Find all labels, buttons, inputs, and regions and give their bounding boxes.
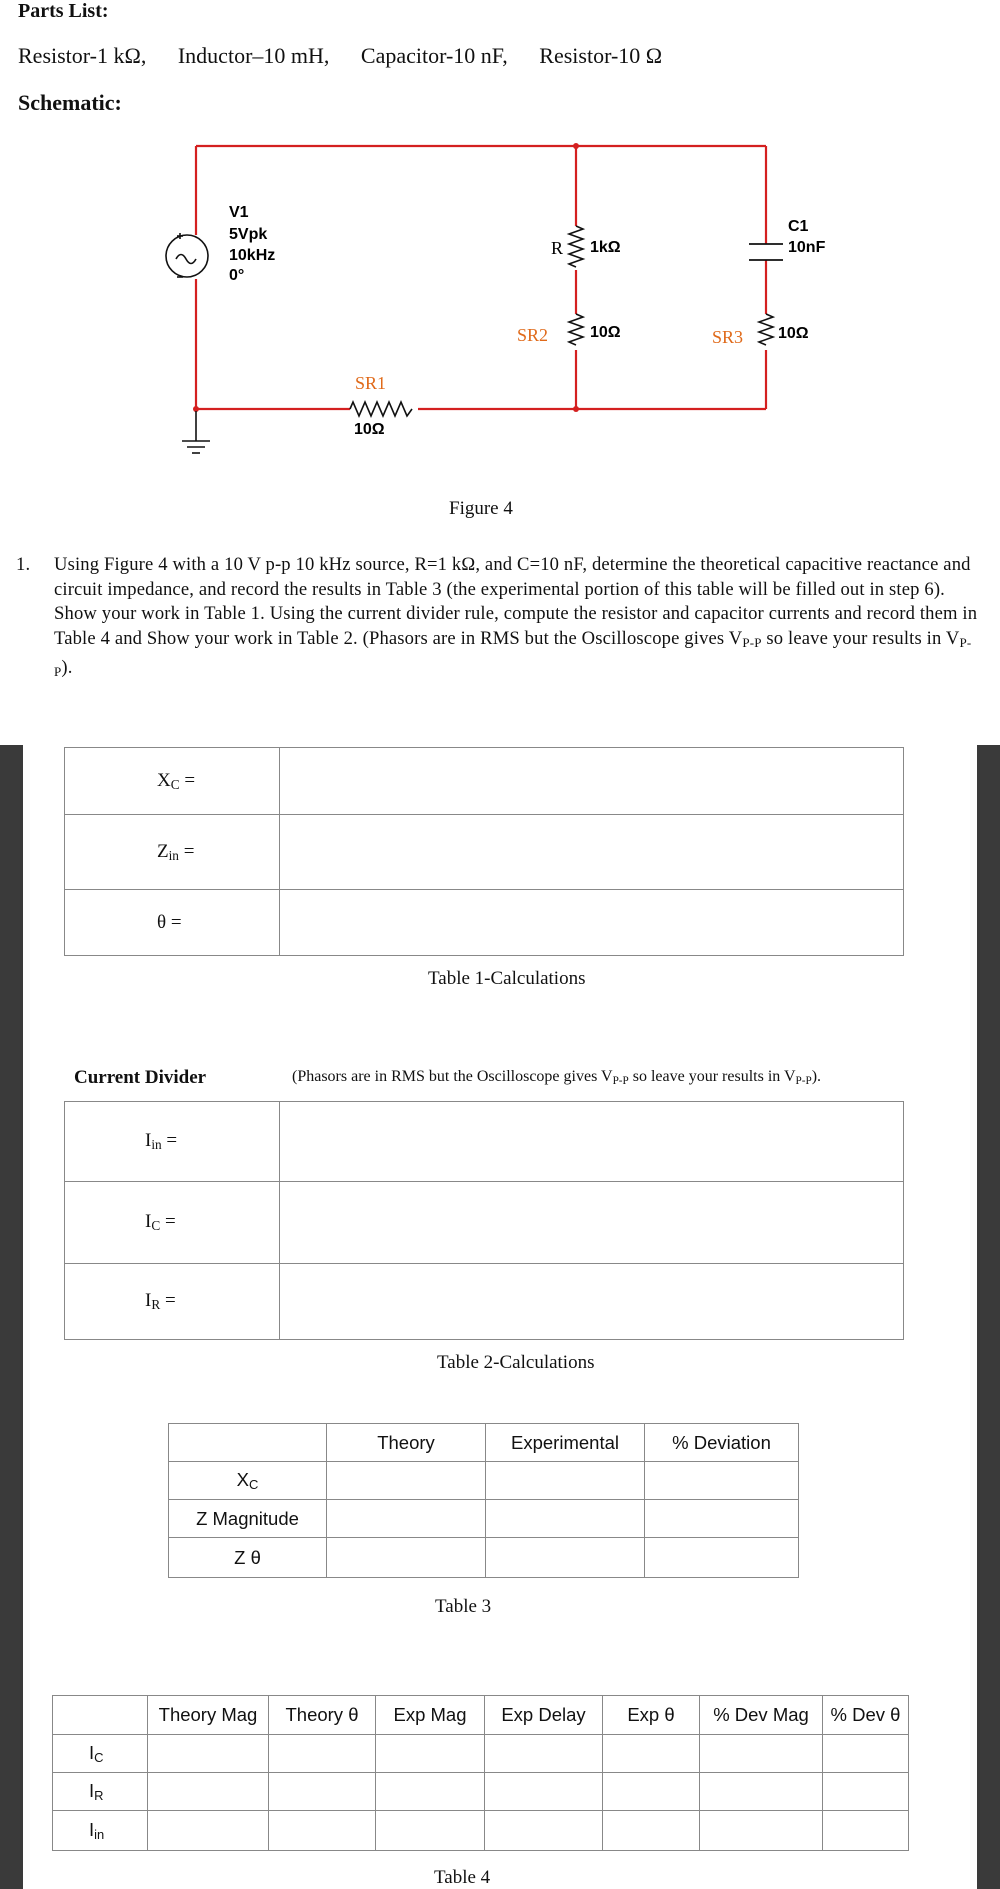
answer-cell-theta[interactable] [280, 890, 904, 956]
cell[interactable] [823, 1773, 909, 1811]
part-item: Resistor-10 Ω [539, 43, 663, 68]
row-label-ic: $I_C$ [53, 1735, 148, 1773]
cell[interactable] [148, 1773, 269, 1811]
schematic-title: Schematic: [18, 90, 122, 115]
table-1-caption: Table 1-Calculations [428, 968, 586, 989]
answer-cell-ir[interactable] [280, 1264, 904, 1340]
question-number: 1. [16, 554, 31, 575]
table-4-caption: Table 4 [434, 1867, 491, 1888]
left-dark-bar [0, 745, 23, 1889]
table-row [53, 1811, 909, 1851]
current-divider-title: Current Divider [74, 1067, 207, 1088]
part-item: Inductor–10 mH, [177, 43, 330, 68]
row-label-ir: $I_R$ [53, 1773, 148, 1811]
table-header-row [53, 1696, 909, 1735]
cell[interactable] [269, 1773, 376, 1811]
label-ir: $I_R$ = [65, 1264, 280, 1340]
answer-cell-iin[interactable] [280, 1102, 904, 1182]
header-deviation: % Deviation [645, 1424, 799, 1462]
cell[interactable] [603, 1773, 700, 1811]
resistor-sr2-symbol [569, 314, 583, 345]
cell[interactable] [485, 1735, 603, 1773]
cell[interactable] [376, 1735, 485, 1773]
row-label-iin: $I_{in}$ [53, 1811, 148, 1851]
resistor-sr2-value: 10Ω [590, 324, 621, 341]
table-1-calculations [64, 747, 904, 956]
cell[interactable] [327, 1500, 486, 1538]
cell[interactable] [486, 1538, 645, 1578]
part-item: Capacitor-10 nF, [360, 43, 508, 68]
table-header-row [169, 1424, 799, 1462]
header-theory: Theory [327, 1424, 486, 1462]
circuit-schematic [0, 0, 1000, 480]
row-label-z-magnitude: Z Magnitude [169, 1500, 327, 1538]
label-iin: $I_{in}$ = [65, 1102, 280, 1182]
cell[interactable] [645, 1462, 799, 1500]
question-1 [10, 553, 985, 685]
cell[interactable] [327, 1538, 486, 1578]
table-row [65, 748, 904, 815]
parts-list-title: Parts List: [18, 0, 109, 22]
table-row [169, 1538, 799, 1578]
part-item: Resistor-1 kΩ, [18, 43, 147, 68]
resistor-sr2-ref: SR2 [517, 325, 549, 345]
table-row [65, 890, 904, 956]
label-ic: $I_C$ = [65, 1182, 280, 1264]
cell[interactable] [645, 1538, 799, 1578]
table-row [65, 1102, 904, 1182]
resistor-sr1-ref: SR1 [355, 373, 387, 393]
table-3 [168, 1423, 799, 1578]
source-amplitude: 5Vpk [229, 226, 268, 243]
current-divider-note: (Phasors are in RMS but the Oscilloscope gives $V_{P-P}$ so leave your results in $V_{P-P}$). [292, 1068, 822, 1087]
answer-cell-xc[interactable] [280, 748, 904, 815]
resistor-sr1-value: 10Ω [354, 421, 385, 438]
table-3-caption: Table 3 [435, 1596, 492, 1617]
table-row [65, 1264, 904, 1340]
header-dev-theta: % Dev θ [823, 1696, 909, 1735]
cell[interactable] [486, 1462, 645, 1500]
cell[interactable] [148, 1811, 269, 1851]
table-4 [52, 1695, 909, 1851]
resistor-r-ref: R [551, 238, 564, 258]
cell[interactable] [148, 1735, 269, 1773]
row-label-z-theta: Z θ [169, 1538, 327, 1578]
label-theta: θ = [65, 890, 280, 956]
source-label: V1 [229, 204, 249, 221]
label-xc: $X_C$ = [65, 748, 280, 815]
table-2-caption: Table 2-Calculations [437, 1352, 595, 1373]
header-theory-mag: Theory Mag [148, 1696, 269, 1735]
cell[interactable] [603, 1735, 700, 1773]
capacitor-c1-value: 10nF [788, 239, 826, 256]
cell[interactable] [486, 1500, 645, 1538]
cell[interactable] [327, 1462, 486, 1500]
resistor-sr3-symbol [759, 314, 773, 345]
ground-symbol [182, 411, 210, 453]
table-row [169, 1500, 799, 1538]
capacitor-c1-symbol [749, 244, 783, 260]
resistor-r-symbol [569, 226, 583, 267]
capacitor-c1-ref: C1 [788, 218, 809, 235]
cell[interactable] [700, 1735, 823, 1773]
resistor-sr3-value: 10Ω [778, 325, 809, 342]
header-exp-mag: Exp Mag [376, 1696, 485, 1735]
row-label-xc: $X_C$ [169, 1462, 327, 1500]
source-phase: 0° [229, 267, 245, 284]
resistor-sr1-symbol [350, 402, 412, 416]
ac-source-symbol [166, 233, 208, 277]
cell[interactable] [823, 1735, 909, 1773]
junction-dot [573, 406, 579, 412]
table-row [65, 815, 904, 890]
cell[interactable] [823, 1811, 909, 1851]
table-row [169, 1462, 799, 1500]
cell[interactable] [700, 1773, 823, 1811]
question-text: Using Figure 4 with a 10 V p-p 10 kHz source, R=1 kΩ, and C=10 nF, determine the theoretical capacitive reactance and circuit impedance, and record the results in Table 3 (the experimental portion of this table will be filled out in step 6). Show your work in Table 1. Using the current divider rule, compute the resistor and capacitor currents and record them in Table 4 and Show your work in Table 2. (Phasors are in RMS but the Oscilloscope gives $V_{P-P}$ so leave your results in $V_{P-P}$). [54, 554, 978, 679]
figure-caption: Figure 4 [449, 498, 513, 519]
table-row [53, 1735, 909, 1773]
cell[interactable] [376, 1811, 485, 1851]
junction-dot [573, 143, 579, 149]
cell[interactable] [645, 1500, 799, 1538]
table-row [65, 1182, 904, 1264]
cell[interactable] [269, 1735, 376, 1773]
table-2-calculations [64, 1101, 904, 1340]
circuit-wires [196, 146, 766, 411]
header-theory-theta: Theory θ [269, 1696, 376, 1735]
table-row [53, 1773, 909, 1811]
source-frequency: 10kHz [229, 247, 276, 264]
answer-cell-zin[interactable] [280, 815, 904, 890]
cell[interactable] [485, 1773, 603, 1811]
cell[interactable] [485, 1811, 603, 1851]
header-exp-delay: Exp Delay [485, 1696, 603, 1735]
resistor-r-value: 1kΩ [590, 239, 621, 256]
header-cell-empty [53, 1696, 148, 1735]
cell[interactable] [603, 1811, 700, 1851]
resistor-sr3-ref: SR3 [712, 327, 744, 347]
right-dark-bar [977, 745, 1000, 1889]
header-experimental: Experimental [486, 1424, 645, 1462]
cell[interactable] [700, 1811, 823, 1851]
header-dev-mag: % Dev Mag [700, 1696, 823, 1735]
label-zin: $Z_{in}$ = [65, 815, 280, 890]
cell[interactable] [376, 1773, 485, 1811]
cell[interactable] [269, 1811, 376, 1851]
answer-cell-ic[interactable] [280, 1182, 904, 1264]
header-cell-empty [169, 1424, 327, 1462]
header-exp-theta: Exp θ [603, 1696, 700, 1735]
